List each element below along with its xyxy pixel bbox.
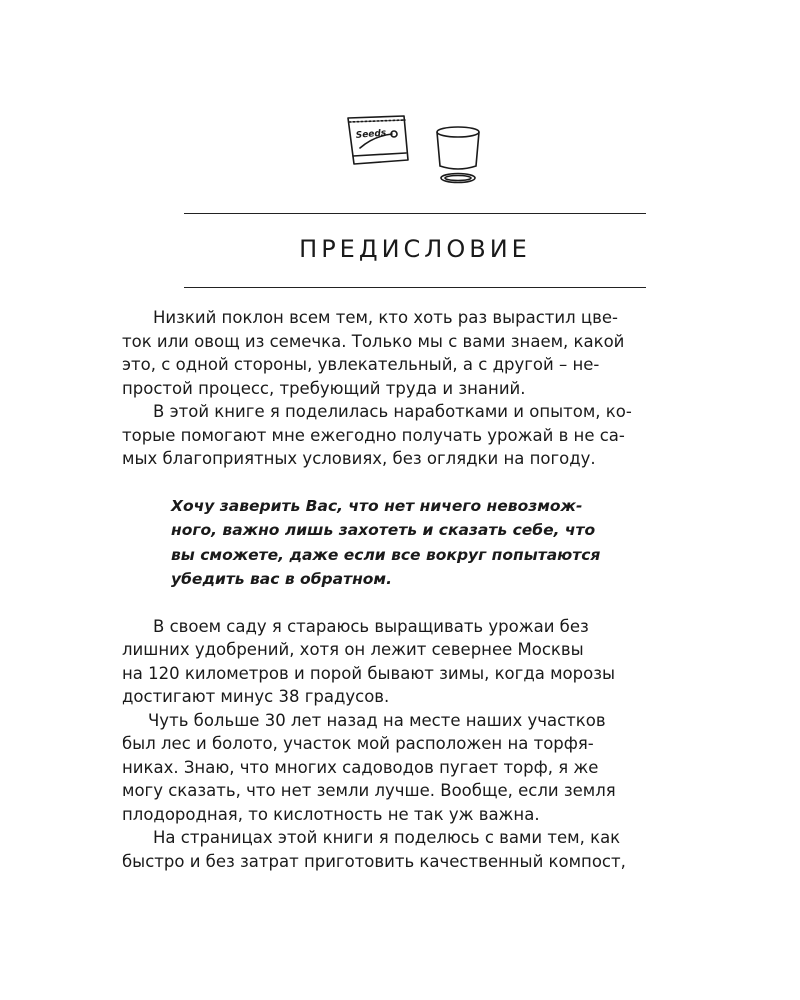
pull-quote	[122, 494, 712, 592]
text-line: В своем саду я стараюсь выращивать урожаи без	[153, 616, 589, 636]
paragraph	[122, 826, 712, 873]
text-line: достигают минус 38 градусов.	[122, 687, 390, 706]
seed-packet-icon	[348, 116, 408, 164]
spacer	[122, 471, 712, 494]
text-line: никах. Знаю, что многих садоводов пугает торф, я же	[122, 757, 599, 777]
heading-top-rule	[184, 213, 646, 214]
text-line: простой процесс, требующий труда и знаний.	[122, 378, 526, 398]
quote-line: вы сможете, даже если все вокруг попытаются	[171, 545, 601, 564]
illustration	[340, 108, 490, 190]
quote-line: убедить вас в обратном.	[171, 570, 392, 588]
text-line: В этой книге я поделилась наработками и опытом, ко-	[153, 402, 632, 421]
text-line: могу сказать, что нет земли лучше. Вообще, если земля	[122, 781, 616, 800]
text-line: был лес и болото, участок мой расположен на торфя-	[122, 734, 594, 753]
text-line: ток или овощ из семечка. Только мы с вами знаем, какой	[122, 331, 625, 351]
heading-bottom-rule	[184, 287, 646, 288]
paragraph	[122, 400, 712, 471]
text-line: на 120 километров и порой бывают зимы, когда морозы	[122, 663, 616, 683]
text-line: мых благоприятных условиях, без оглядки на погоду.	[122, 449, 596, 468]
text-line: торые помогают мне ежегодно получать урожай в не са-	[122, 425, 625, 445]
seed-packet-label: Seeds	[355, 128, 387, 141]
text-line: лишних удобрений, хотя он лежит севернее Москвы	[122, 640, 584, 659]
paragraph	[122, 709, 712, 827]
quote-line: Хочу заверить Вас, что нет ничего невозмож-	[171, 496, 583, 515]
text-line: Чуть больше 30 лет назад на месте наших участков	[148, 710, 606, 730]
text-line: это, с одной стороны, увлекательный, а с другой – не-	[122, 355, 600, 374]
paragraph	[122, 306, 712, 400]
quote-line: ного, важно лишь захотеть и сказать себе, что	[171, 521, 596, 539]
text-line: плодородная, то кислотность не так уж важна.	[122, 804, 540, 824]
paragraph	[122, 615, 712, 709]
section-heading: ПРЕДИСЛОВИЕ	[299, 235, 531, 263]
text-line: На страницах этой книги я поделюсь с вами тем, как	[153, 828, 621, 847]
glass-icon	[437, 127, 479, 183]
text-line: быстро и без затрат приготовить качественный компост,	[122, 851, 626, 871]
spacer	[122, 592, 712, 615]
text-line: Низкий поклон всем тем, кто хоть раз вырастил цве-	[153, 308, 618, 327]
body-text	[122, 306, 712, 873]
